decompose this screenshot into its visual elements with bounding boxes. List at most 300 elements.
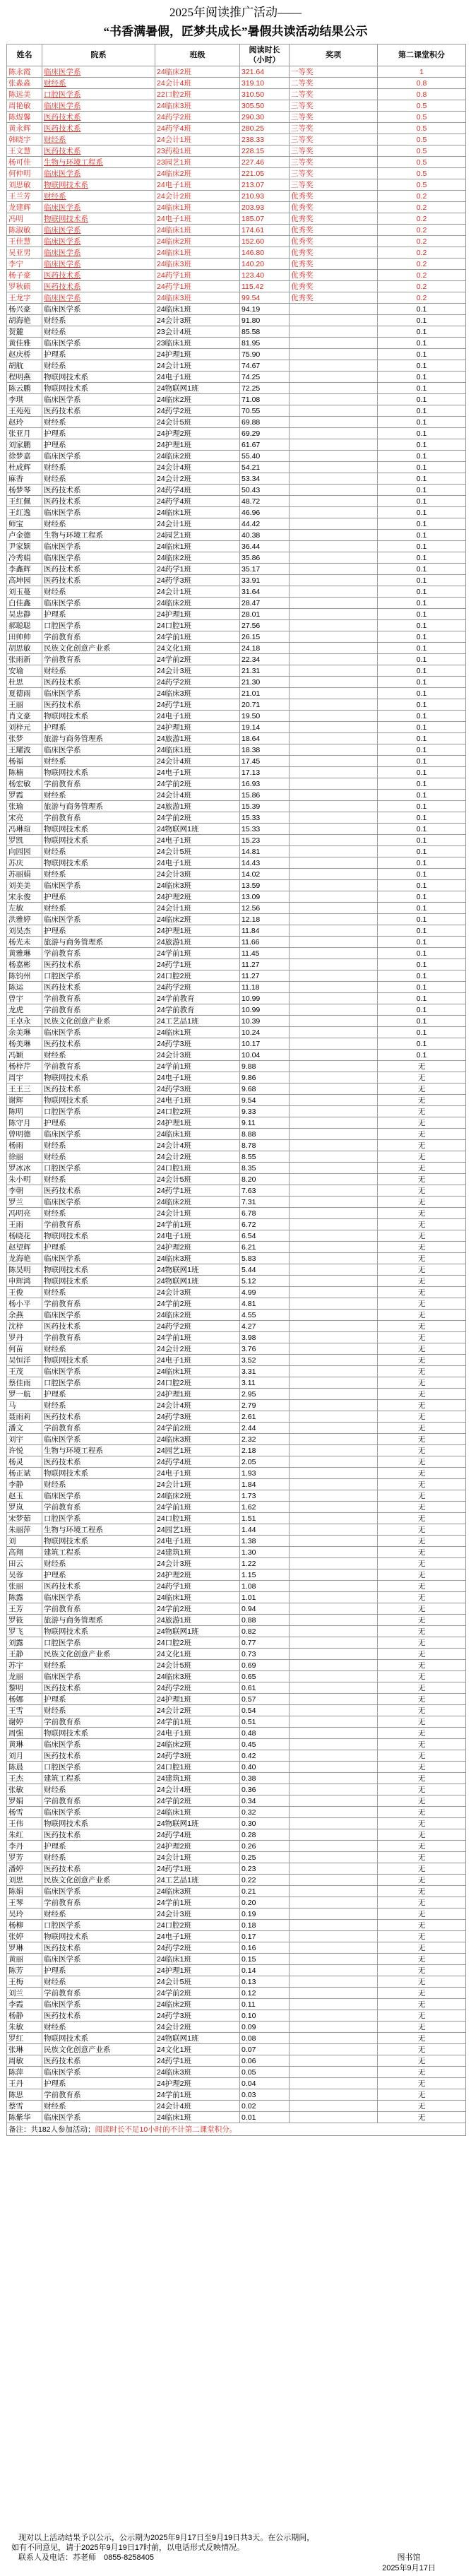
- cell-dept: 物联网技术系: [42, 1355, 155, 1366]
- cell-hours: 0.03: [240, 2089, 290, 2101]
- table-row: [7, 473, 466, 485]
- cell-class: 24临床1班: [155, 1366, 240, 1377]
- cell-credit: 无: [378, 1931, 466, 1942]
- cell-class: 24药学2班: [155, 677, 240, 688]
- cell-class: 24会计5班: [155, 1976, 240, 1988]
- cell-dept: 学前教育系: [42, 1796, 155, 1807]
- cell-class: 24口腔1班: [155, 620, 240, 631]
- table-row: [7, 1581, 466, 1592]
- cell-award: [290, 2055, 378, 2067]
- cell-dept: 护理系: [42, 1242, 155, 1253]
- cell-hours: 4.27: [240, 1321, 290, 1332]
- cell-hours: 21.30: [240, 677, 290, 688]
- table-row: [7, 1242, 466, 1253]
- cell-hours: 91.80: [240, 315, 290, 326]
- cell-class: 24药学4班: [155, 496, 240, 507]
- cell-class: 24药学4班: [155, 1829, 240, 1841]
- cell-award: 三等奖: [290, 168, 378, 179]
- cell-credit: 无: [378, 1581, 466, 1592]
- cell-dept: 物联网技术系: [42, 1468, 155, 1479]
- cell-name: 罗芳: [7, 1852, 42, 1863]
- cell-hours: 6.21: [240, 1242, 290, 1253]
- cell-hours: 19.14: [240, 722, 290, 733]
- cell-dept: 学前教育系: [42, 1332, 155, 1343]
- cell-dept: 民族文化创意产业系: [42, 1016, 155, 1027]
- cell-class: 24学前1班: [155, 1897, 240, 1909]
- cell-award: [290, 394, 378, 405]
- cell-credit: 无: [378, 1084, 466, 1095]
- cell-dept: 护理系: [42, 891, 155, 903]
- cell-name: 张敏: [7, 1784, 42, 1796]
- cell-hours: 0.06: [240, 2055, 290, 2067]
- cell-name: 杨柳: [7, 1920, 42, 1931]
- cell-name: 王红佩: [7, 496, 42, 507]
- cell-dept: 财经系: [42, 1976, 155, 1988]
- cell-class: 24药学4班: [155, 123, 240, 134]
- cell-hours: 19.50: [240, 711, 290, 722]
- cell-credit: 无: [378, 1762, 466, 1773]
- cell-class: 24会计4班: [155, 790, 240, 801]
- cell-class: 24会计5班: [155, 846, 240, 857]
- cell-credit: 无: [378, 1479, 466, 1490]
- cell-class: 24会计4班: [155, 1140, 240, 1151]
- table-row: [7, 620, 466, 631]
- cell-name: 张婷: [7, 1931, 42, 1942]
- table-row: [7, 213, 466, 225]
- cell-award: [290, 541, 378, 552]
- cell-hours: 0.12: [240, 1988, 290, 1999]
- cell-credit: 0.1: [378, 405, 466, 417]
- cell-name: 杨光未: [7, 937, 42, 948]
- cell-award: [290, 338, 378, 349]
- cell-credit: 0.1: [378, 937, 466, 948]
- cell-award: [290, 1163, 378, 1174]
- cell-class: 24临床2班: [155, 598, 240, 609]
- cell-dept: 口腔医学系: [42, 1377, 155, 1389]
- cell-credit: 无: [378, 2112, 466, 2123]
- cell-hours: 0.30: [240, 1818, 290, 1829]
- table-row: [7, 1863, 466, 1875]
- cell-name: 罗红: [7, 2033, 42, 2044]
- table-row: [7, 1106, 466, 1117]
- table-row: [7, 2112, 466, 2123]
- cell-credit: 无: [378, 1682, 466, 1694]
- cell-name: 王芳: [7, 1603, 42, 1615]
- cell-credit: 无: [378, 1117, 466, 1129]
- cell-credit: 无: [378, 1965, 466, 1976]
- cell-hours: 12.56: [240, 903, 290, 914]
- cell-award: [290, 1739, 378, 1750]
- table-row: [7, 1321, 466, 1332]
- cell-class: 24临床2班: [155, 1739, 240, 1750]
- cell-award: [290, 1242, 378, 1253]
- table-row: [7, 1287, 466, 1298]
- cell-dept: 民族文化创意产业系: [42, 2044, 155, 2055]
- cell-name: 陈昊明: [7, 1264, 42, 1276]
- cell-name: 李鑫辉: [7, 564, 42, 575]
- header-name: 姓名: [7, 44, 42, 66]
- cell-dept: 物联网技术系: [42, 2033, 155, 2044]
- cell-hours: 0.51: [240, 1716, 290, 1728]
- cell-dept: 医药技术系: [42, 564, 155, 575]
- cell-name: 杨小平: [7, 1298, 42, 1310]
- cell-class: 24口腔1班: [155, 1163, 240, 1174]
- cell-name: 吴忠静: [7, 609, 42, 620]
- cell-hours: 11.27: [240, 971, 290, 982]
- table-row: [7, 1434, 466, 1445]
- cell-credit: 0.5: [378, 134, 466, 146]
- cell-credit: 无: [378, 1445, 466, 1456]
- cell-award: [290, 1784, 378, 1796]
- cell-award: [290, 1569, 378, 1581]
- cell-name: 杨梦琴: [7, 485, 42, 496]
- cell-hours: 0.17: [240, 1931, 290, 1942]
- cell-class: 24临床2班: [155, 451, 240, 462]
- cell-name: 余燕: [7, 1310, 42, 1321]
- cell-class: 24电子1班: [155, 1072, 240, 1084]
- cell-class: 24学前1班: [155, 1716, 240, 1728]
- cell-credit: 无: [378, 1208, 466, 1219]
- cell-award: [290, 1321, 378, 1332]
- cell-hours: 6.72: [240, 1219, 290, 1230]
- cell-hours: 15.33: [240, 812, 290, 824]
- cell-hours: 3.31: [240, 1366, 290, 1377]
- cell-name: 李琪: [7, 394, 42, 405]
- cell-award: 优秀奖: [290, 281, 378, 292]
- cell-hours: 0.18: [240, 1920, 290, 1931]
- table-row: [7, 711, 466, 722]
- cell-hours: 0.32: [240, 1807, 290, 1818]
- cell-award: [290, 473, 378, 485]
- cell-class: 24临床1班: [155, 2112, 240, 2123]
- table-row: [7, 541, 466, 552]
- cell-award: 优秀奖: [290, 259, 378, 270]
- cell-dept: 临床医学系: [42, 2067, 155, 2078]
- cell-credit: 无: [378, 1185, 466, 1197]
- cell-award: 优秀奖: [290, 225, 378, 236]
- cell-name: 李静: [7, 1479, 42, 1490]
- cell-class: 24临床3班: [155, 259, 240, 270]
- cell-award: [290, 372, 378, 383]
- cell-hours: 238.33: [240, 134, 290, 146]
- cell-award: [290, 609, 378, 620]
- cell-award: [290, 643, 378, 654]
- cell-credit: 0.1: [378, 338, 466, 349]
- cell-award: 优秀奖: [290, 292, 378, 304]
- cell-award: 三等奖: [290, 146, 378, 157]
- cell-dept: 医药技术系: [42, 270, 155, 281]
- cell-hours: 15.39: [240, 801, 290, 812]
- cell-hours: 6.54: [240, 1230, 290, 1242]
- cell-name: 卢金德: [7, 530, 42, 541]
- table-row: [7, 1660, 466, 1671]
- cell-hours: 61.67: [240, 439, 290, 451]
- cell-hours: 4.55: [240, 1310, 290, 1321]
- cell-hours: 54.21: [240, 462, 290, 473]
- table-row: [7, 1061, 466, 1072]
- cell-hours: 69.29: [240, 428, 290, 439]
- cell-credit: 无: [378, 1310, 466, 1321]
- table-row: [7, 1513, 466, 1524]
- cell-name: 王佳慧: [7, 236, 42, 247]
- table-row: [7, 1942, 466, 1954]
- cell-award: [290, 937, 378, 948]
- table-row: [7, 824, 466, 835]
- cell-name: 陈运: [7, 982, 42, 993]
- cell-name: 胡思敏: [7, 643, 42, 654]
- cell-dept: 旅游与商务管理系: [42, 801, 155, 812]
- cell-credit: 0.1: [378, 699, 466, 711]
- cell-name: 冯明亮: [7, 1208, 42, 1219]
- cell-name: 黄丽: [7, 1954, 42, 1965]
- cell-award: [290, 903, 378, 914]
- cell-dept: 临床医学系: [42, 168, 155, 179]
- cell-award: [290, 1197, 378, 1208]
- cell-dept: 物联网技术系: [42, 1276, 155, 1287]
- cell-class: 24护理1班: [155, 925, 240, 937]
- cell-credit: 无: [378, 1456, 466, 1468]
- cell-credit: 0.1: [378, 552, 466, 564]
- cell-class: 24药学1班: [155, 281, 240, 292]
- cell-award: [290, 1920, 378, 1931]
- cell-credit: 0.1: [378, 575, 466, 586]
- cell-name: 刘月: [7, 1750, 42, 1762]
- cell-credit: 0.1: [378, 948, 466, 959]
- table-row: [7, 485, 466, 496]
- cell-credit: 无: [378, 1377, 466, 1389]
- cell-name: 陈楠: [7, 767, 42, 778]
- cell-dept: 临床医学系: [42, 1671, 155, 1682]
- cell-award: 三等奖: [290, 157, 378, 168]
- table-row: [7, 100, 466, 112]
- cell-name: 刘思敏: [7, 179, 42, 191]
- table-row: [7, 835, 466, 846]
- cell-dept: 民族文化创意产业系: [42, 643, 155, 654]
- cell-class: 24电子1班: [155, 1355, 240, 1366]
- cell-dept: 口腔医学系: [42, 620, 155, 631]
- cell-class: 24药学2班: [155, 1682, 240, 1694]
- cell-class: 24会计2班: [155, 473, 240, 485]
- cell-credit: 无: [378, 1219, 466, 1230]
- cell-name: 王伟: [7, 1818, 42, 1829]
- cell-award: [290, 857, 378, 869]
- cell-award: [290, 677, 378, 688]
- table-row: [7, 1038, 466, 1050]
- cell-name: 张亚月: [7, 428, 42, 439]
- cell-credit: 无: [378, 1773, 466, 1784]
- cell-hours: 1.15: [240, 1569, 290, 1581]
- cell-award: [290, 496, 378, 507]
- table-row: [7, 168, 466, 179]
- cell-hours: 2.61: [240, 1411, 290, 1423]
- cell-hours: 0.77: [240, 1637, 290, 1649]
- table-row: [7, 270, 466, 281]
- table-row: [7, 1163, 466, 1174]
- cell-dept: 口腔医学系: [42, 1106, 155, 1117]
- cell-credit: 0.1: [378, 349, 466, 360]
- cell-name: 麻香: [7, 473, 42, 485]
- cell-class: 24临床3班: [155, 1886, 240, 1897]
- cell-hours: 0.28: [240, 1829, 290, 1841]
- cell-name: 肖文豪: [7, 711, 42, 722]
- cell-dept: 物联网技术系: [42, 824, 155, 835]
- cell-dept: 临床医学系: [42, 541, 155, 552]
- cell-class: 24临床3班: [155, 100, 240, 112]
- cell-credit: 0.1: [378, 326, 466, 338]
- cell-award: [290, 383, 378, 394]
- table-row: [7, 1931, 466, 1942]
- cell-dept: 临床医学系: [42, 1954, 155, 1965]
- cell-dept: 医药技术系: [42, 699, 155, 711]
- cell-dept: 财经系: [42, 869, 155, 880]
- cell-name: 张琳: [7, 2044, 42, 2055]
- cell-class: 24学前2班: [155, 1603, 240, 1615]
- cell-credit: 0.1: [378, 891, 466, 903]
- cell-credit: 0.1: [378, 485, 466, 496]
- cell-dept: 生物与环境工程系: [42, 1524, 155, 1536]
- table-row: [7, 259, 466, 270]
- cell-hours: 10.39: [240, 1016, 290, 1027]
- cell-dept: 学前教育系: [42, 2089, 155, 2101]
- cell-award: [290, 1185, 378, 1197]
- table-row: [7, 903, 466, 914]
- cell-hours: 13.59: [240, 880, 290, 891]
- cell-class: 24护理1班: [155, 1694, 240, 1705]
- cell-dept: 临床医学系: [42, 1490, 155, 1502]
- cell-class: 24电子1班: [155, 835, 240, 846]
- cell-class: 24会计4班: [155, 78, 240, 89]
- cell-credit: 无: [378, 2067, 466, 2078]
- cell-dept: 医药技术系: [42, 405, 155, 417]
- cell-class: 23园艺1班: [155, 157, 240, 168]
- cell-class: 24药学1班: [155, 2055, 240, 2067]
- cell-class: 24会计5班: [155, 417, 240, 428]
- cell-hours: 55.40: [240, 451, 290, 462]
- cell-hours: 21.31: [240, 665, 290, 677]
- cell-award: [290, 914, 378, 925]
- cell-credit: 无: [378, 1603, 466, 1615]
- cell-name: 朱敏: [7, 2022, 42, 2033]
- cell-dept: 临床医学系: [42, 394, 155, 405]
- cell-hours: 18.64: [240, 733, 290, 744]
- cell-award: [290, 1796, 378, 1807]
- cell-credit: 0.5: [378, 100, 466, 112]
- cell-award: [290, 1208, 378, 1219]
- cell-hours: 3.52: [240, 1355, 290, 1366]
- cell-credit: 0.1: [378, 586, 466, 598]
- cell-dept: 学前教育系: [42, 1298, 155, 1310]
- cell-hours: 53.34: [240, 473, 290, 485]
- cell-class: 24临床3班: [155, 880, 240, 891]
- cell-class: 24护理2班: [155, 1569, 240, 1581]
- cell-credit: 无: [378, 2055, 466, 2067]
- cell-dept: 临床医学系: [42, 688, 155, 699]
- cell-credit: 无: [378, 1942, 466, 1954]
- cell-hours: 185.07: [240, 213, 290, 225]
- cell-credit: 无: [378, 1829, 466, 1841]
- cell-award: [290, 2112, 378, 2123]
- cell-hours: 17.45: [240, 756, 290, 767]
- cell-dept: 医药技术系: [42, 1084, 155, 1095]
- cell-credit: 0.5: [378, 157, 466, 168]
- cell-dept: 护理系: [42, 2078, 155, 2089]
- cell-dept: 医药技术系: [42, 2010, 155, 2022]
- cell-dept: 学前教育系: [42, 654, 155, 665]
- cell-name: 陈云鹏: [7, 383, 42, 394]
- cell-class: 24旅游1班: [155, 937, 240, 948]
- cell-class: 24药学4班: [155, 1456, 240, 1468]
- cell-name: 罗筱: [7, 1615, 42, 1626]
- cell-hours: 20.71: [240, 699, 290, 711]
- cell-class: 24药学1班: [155, 1581, 240, 1592]
- table-row: [7, 66, 466, 78]
- cell-hours: 9.11: [240, 1117, 290, 1129]
- cell-credit: 0.1: [378, 677, 466, 688]
- cell-hours: 15.23: [240, 835, 290, 846]
- cell-credit: 无: [378, 2044, 466, 2055]
- cell-credit: 0.1: [378, 857, 466, 869]
- cell-dept: 财经系: [42, 846, 155, 857]
- table-row: [7, 2022, 466, 2033]
- cell-class: 24学前2班: [155, 654, 240, 665]
- cell-class: 24药学3班: [155, 1084, 240, 1095]
- cell-class: 24会计1班: [155, 1479, 240, 1490]
- cell-award: 优秀奖: [290, 270, 378, 281]
- cell-hours: 40.38: [240, 530, 290, 541]
- cell-award: [290, 1660, 378, 1671]
- table-row: [7, 1129, 466, 1140]
- cell-dept: 医药技术系: [42, 1863, 155, 1875]
- table-row: [7, 575, 466, 586]
- cell-class: 24电子1班: [155, 179, 240, 191]
- table-row: [7, 756, 466, 767]
- cell-class: 24药学2班: [155, 982, 240, 993]
- cell-credit: 无: [378, 1875, 466, 1886]
- cell-award: [290, 1423, 378, 1434]
- cell-name: 刘思: [7, 1875, 42, 1886]
- results-table: [6, 44, 466, 2136]
- cell-name: 陈芳: [7, 1965, 42, 1976]
- cell-award: [290, 1852, 378, 1863]
- cell-name: 胡航: [7, 360, 42, 372]
- cell-class: 24学前1班: [155, 2089, 240, 2101]
- cell-award: [290, 2067, 378, 2078]
- cell-credit: 无: [378, 1343, 466, 1355]
- cell-hours: 17.13: [240, 767, 290, 778]
- cell-credit: 0.1: [378, 428, 466, 439]
- cell-credit: 0.8: [378, 89, 466, 100]
- table-row: [7, 1592, 466, 1603]
- cell-award: [290, 880, 378, 891]
- cell-class: 24临床2班: [155, 1310, 240, 1321]
- cell-dept: 财经系: [42, 462, 155, 473]
- cell-name: 王耀波: [7, 744, 42, 756]
- cell-hours: 71.08: [240, 394, 290, 405]
- cell-hours: 7.63: [240, 1185, 290, 1197]
- cell-hours: 1.22: [240, 1558, 290, 1569]
- cell-name: 韩晓宇: [7, 134, 42, 146]
- cell-credit: 0.2: [378, 281, 466, 292]
- cell-hours: 14.81: [240, 846, 290, 857]
- cell-hours: 50.43: [240, 485, 290, 496]
- cell-hours: 0.57: [240, 1694, 290, 1705]
- cell-name: 杨静: [7, 2010, 42, 2022]
- cell-award: [290, 349, 378, 360]
- cell-class: 24临床2班: [155, 1999, 240, 2010]
- table-row: [7, 451, 466, 462]
- cell-dept: 财经系: [42, 360, 155, 372]
- cell-credit: 0.1: [378, 462, 466, 473]
